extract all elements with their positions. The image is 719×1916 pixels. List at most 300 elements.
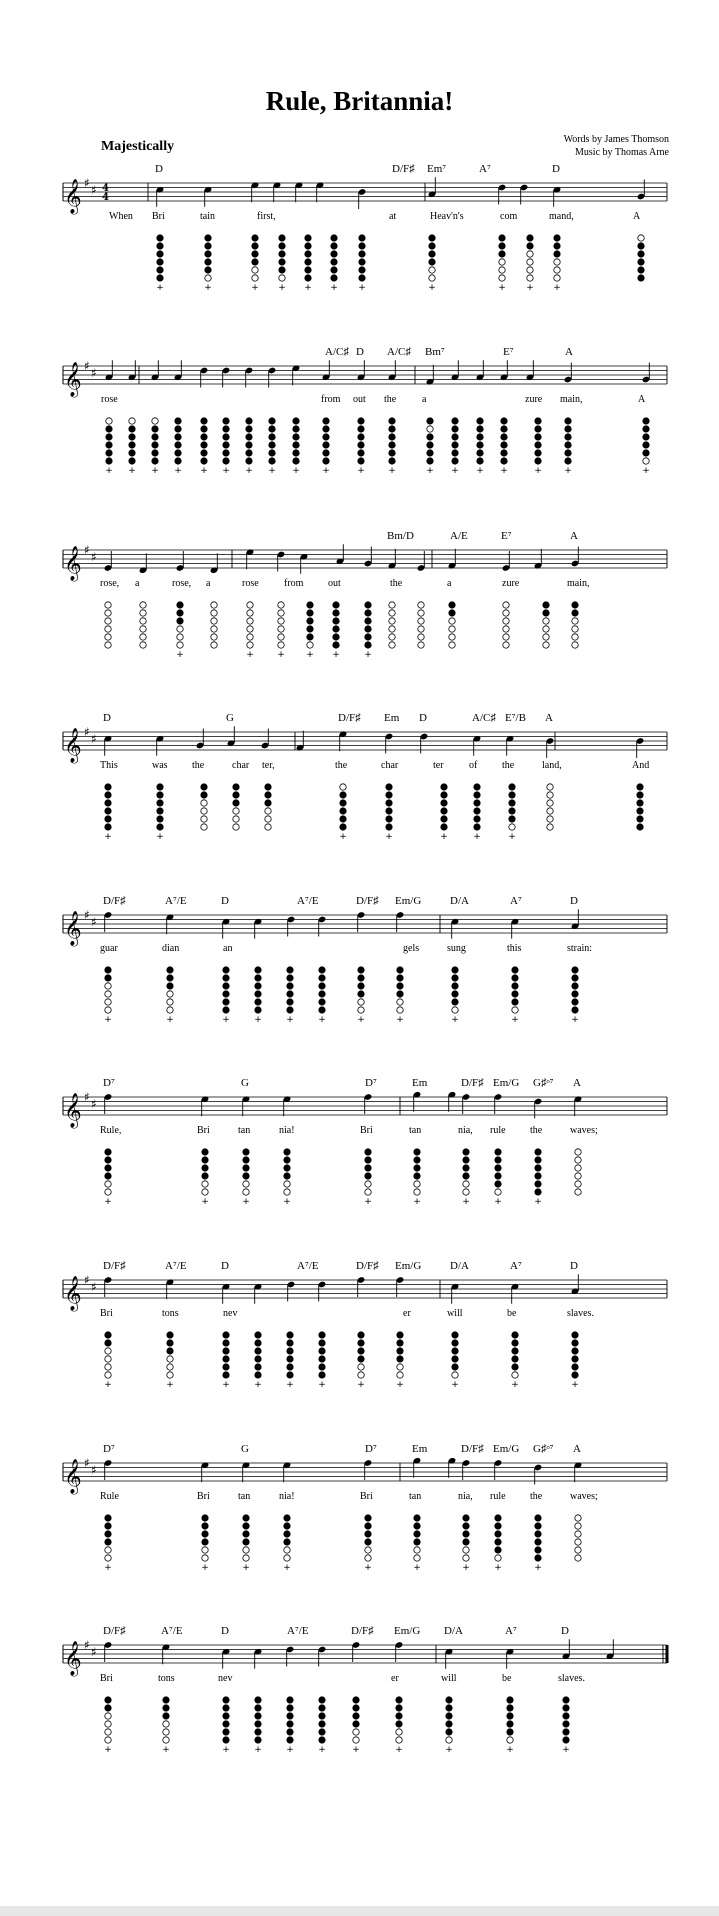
hole-closed — [441, 792, 447, 798]
hole-closed — [287, 1721, 293, 1727]
hole-open — [572, 626, 578, 632]
fingering-diagram — [254, 1697, 262, 1755]
hole-closed — [223, 442, 229, 448]
hole-closed — [255, 1737, 261, 1743]
hole-open — [503, 610, 509, 616]
chord-symbol: A — [573, 1443, 581, 1455]
hole-closed — [359, 235, 365, 241]
hole-closed — [452, 434, 458, 440]
fingering-diagram — [547, 784, 553, 830]
hole-open — [140, 602, 146, 608]
hole-closed — [397, 1340, 403, 1346]
hole-closed — [572, 602, 578, 608]
chord-symbol: A⁷/E — [297, 895, 319, 907]
overblow-mark: + — [473, 832, 481, 842]
music-system-4 — [0, 712, 719, 862]
hole-closed — [512, 1356, 518, 1362]
fingering-diagram — [638, 235, 644, 281]
hole-closed — [246, 450, 252, 456]
chord-symbol: G♯ᵒ⁷ — [533, 1443, 554, 1455]
hole-closed — [572, 967, 578, 973]
fingering-diagram — [357, 1332, 365, 1390]
fingering-diagram — [246, 602, 254, 660]
hole-closed — [305, 275, 311, 281]
hole-open — [389, 618, 395, 624]
hole-closed — [255, 1348, 261, 1354]
footer-band — [0, 1906, 719, 1916]
lyric-syllable: guar — [100, 943, 118, 954]
hole-closed — [463, 1165, 469, 1171]
hole-closed — [452, 983, 458, 989]
hole-open — [247, 610, 253, 616]
lyric-syllable: nev — [218, 1673, 233, 1684]
hole-closed — [202, 1515, 208, 1521]
lyric-syllable: will — [441, 1673, 457, 1684]
hole-closed — [535, 450, 541, 456]
fingering-diagram — [358, 235, 366, 293]
hole-closed — [535, 1165, 541, 1171]
hole-closed — [495, 1515, 501, 1521]
hole-open — [140, 634, 146, 640]
lyric-syllable: dian — [162, 943, 180, 954]
hole-closed — [446, 1705, 452, 1711]
hole-closed — [319, 1713, 325, 1719]
chord-symbol: A — [565, 346, 573, 358]
hole-closed — [333, 610, 339, 616]
hole-open — [427, 426, 433, 432]
fingering-diagram — [473, 784, 481, 842]
music-system-3 — [0, 530, 719, 680]
overblow-mark: + — [364, 1197, 372, 1207]
hole-open — [265, 824, 271, 830]
lyric-syllable: land, — [542, 760, 562, 771]
hole-closed — [201, 442, 207, 448]
hole-open — [105, 1372, 111, 1378]
overblow-mark: + — [357, 466, 365, 476]
hole-closed — [509, 800, 515, 806]
hole-open — [572, 634, 578, 640]
music-system-8 — [0, 1443, 719, 1593]
hole-closed — [223, 434, 229, 440]
fingering-diagram — [233, 784, 239, 830]
hole-open — [278, 634, 284, 640]
hole-closed — [535, 442, 541, 448]
lyric-syllable: the — [390, 578, 403, 589]
hole-closed — [386, 816, 392, 822]
hole-closed — [397, 975, 403, 981]
overblow-mark: + — [204, 283, 212, 293]
fingering-diagram — [286, 1697, 294, 1755]
hole-closed — [512, 999, 518, 1005]
hole-open — [446, 1737, 452, 1743]
overblow-mark: + — [500, 466, 508, 476]
hole-open — [233, 824, 239, 830]
overblow-mark: + — [364, 1563, 372, 1573]
hole-closed — [358, 1356, 364, 1362]
lyric-syllable: Bri — [197, 1125, 210, 1136]
fingering-diagram — [364, 1515, 372, 1573]
chord-symbol: A/C♯ — [325, 346, 349, 358]
hole-closed — [177, 618, 183, 624]
chord-symbol: A⁷ — [510, 895, 522, 907]
hole-closed — [572, 1332, 578, 1338]
staff-svg — [0, 1260, 719, 1410]
hole-open — [201, 800, 207, 806]
fingering-diagram — [418, 602, 424, 648]
fingering-diagram — [245, 418, 253, 476]
hole-closed — [499, 235, 505, 241]
hole-open — [509, 824, 515, 830]
hole-closed — [452, 458, 458, 464]
lyric-syllable: was — [152, 760, 168, 771]
chord-symbol: A⁷/E — [165, 895, 187, 907]
overblow-mark: + — [222, 466, 230, 476]
lyric-syllable: out — [328, 578, 341, 589]
chord-symbol: D⁷ — [103, 1443, 115, 1455]
key-sharp-c: ♯ — [91, 183, 97, 197]
hole-open — [243, 1547, 249, 1553]
hole-closed — [284, 1531, 290, 1537]
fingering-diagram — [156, 235, 164, 293]
hole-closed — [307, 602, 313, 608]
music-system-9 — [0, 1625, 719, 1775]
fingering-diagram — [534, 1515, 542, 1573]
hole-closed — [105, 975, 111, 981]
hole-closed — [452, 1348, 458, 1354]
hole-closed — [463, 1157, 469, 1163]
lyric-syllable: ter — [433, 760, 444, 771]
hole-closed — [287, 1713, 293, 1719]
hole-closed — [243, 1149, 249, 1155]
lyric-syllable: Rule, — [100, 1125, 122, 1136]
overblow-mark: + — [222, 1745, 230, 1755]
hole-closed — [358, 1340, 364, 1346]
hole-closed — [535, 1547, 541, 1553]
hole-open — [449, 634, 455, 640]
chord-symbol: A/C♯ — [387, 346, 411, 358]
overblow-mark: + — [364, 650, 372, 660]
hole-closed — [157, 259, 163, 265]
hole-open — [205, 275, 211, 281]
hole-closed — [331, 235, 337, 241]
hole-closed — [269, 458, 275, 464]
hole-closed — [129, 450, 135, 456]
chord-symbol: A⁷/E — [161, 1625, 183, 1637]
hole-closed — [637, 824, 643, 830]
hole-open — [105, 602, 111, 608]
hole-open — [105, 983, 111, 989]
hole-closed — [565, 426, 571, 432]
hole-open — [389, 634, 395, 640]
hole-closed — [223, 1705, 229, 1711]
key-sharp-c: ♯ — [91, 1097, 97, 1111]
overblow-mark: + — [318, 1380, 326, 1390]
chord-symbol: Em⁷ — [427, 163, 447, 175]
hole-open — [547, 824, 553, 830]
hole-closed — [512, 967, 518, 973]
fingering-diagram — [564, 418, 572, 476]
lyric-syllable: char — [232, 760, 250, 771]
lyric-syllable: er — [391, 1673, 399, 1684]
chord-symbol: Em/G — [394, 1625, 421, 1637]
hole-open — [547, 808, 553, 814]
hole-closed — [243, 1531, 249, 1537]
hole-closed — [105, 1332, 111, 1338]
hole-open — [365, 1555, 371, 1561]
hole-closed — [287, 1340, 293, 1346]
hole-closed — [319, 1705, 325, 1711]
hole-closed — [319, 983, 325, 989]
fingering-diagram — [201, 1515, 209, 1573]
hole-closed — [157, 784, 163, 790]
hole-closed — [255, 1372, 261, 1378]
hole-open — [163, 1721, 169, 1727]
chord-symbol: Em — [412, 1077, 428, 1089]
hole-closed — [167, 1332, 173, 1338]
overblow-mark: + — [277, 650, 285, 660]
hole-closed — [319, 1340, 325, 1346]
hole-closed — [284, 1173, 290, 1179]
hole-closed — [287, 1729, 293, 1735]
hole-closed — [643, 434, 649, 440]
hole-open — [527, 259, 533, 265]
fingering-diagram — [445, 1697, 453, 1755]
hole-closed — [265, 800, 271, 806]
hole-closed — [397, 983, 403, 989]
hole-closed — [358, 983, 364, 989]
hole-closed — [255, 1007, 261, 1013]
overblow-mark: + — [357, 1380, 365, 1390]
lyric-syllable: out — [353, 394, 366, 405]
lyric-syllable: be — [502, 1673, 512, 1684]
overblow-mark: + — [242, 1197, 250, 1207]
hole-open — [105, 610, 111, 616]
lyric-syllable: the — [384, 394, 397, 405]
overblow-mark: + — [162, 1745, 170, 1755]
hole-closed — [535, 458, 541, 464]
chord-symbol: D — [570, 895, 578, 907]
hole-closed — [255, 983, 261, 989]
key-sharp-c: ♯ — [91, 1280, 97, 1294]
hole-closed — [255, 967, 261, 973]
treble-clef: 𝄞 — [64, 1093, 82, 1128]
overblow-mark: + — [318, 1015, 326, 1025]
hole-closed — [452, 418, 458, 424]
hole-open — [547, 792, 553, 798]
key-sharp-f: ♯ — [84, 1456, 90, 1470]
hole-open — [396, 1729, 402, 1735]
fingering-diagram — [503, 602, 509, 648]
chord-symbol: Em/G — [395, 895, 422, 907]
overblow-mark: + — [104, 832, 112, 842]
fingering-diagram — [201, 784, 207, 830]
fingering-diagram — [254, 1332, 262, 1390]
overblow-mark: + — [498, 283, 506, 293]
fingering-diagram — [176, 602, 184, 660]
hole-closed — [105, 784, 111, 790]
hole-closed — [284, 1165, 290, 1171]
hole-closed — [527, 235, 533, 241]
hole-closed — [535, 1157, 541, 1163]
overblow-mark: + — [251, 283, 259, 293]
hole-closed — [535, 1523, 541, 1529]
chord-symbol: A — [573, 1077, 581, 1089]
hole-closed — [223, 450, 229, 456]
hole-closed — [535, 418, 541, 424]
overblow-mark: + — [201, 1563, 209, 1573]
lyric-syllable: nia, — [458, 1125, 473, 1136]
fingering-diagram — [104, 1332, 112, 1390]
hole-closed — [323, 450, 329, 456]
overblow-mark: + — [506, 1745, 514, 1755]
hole-closed — [223, 1340, 229, 1346]
hole-open — [575, 1515, 581, 1521]
hole-closed — [202, 1531, 208, 1537]
hole-closed — [397, 967, 403, 973]
hole-closed — [389, 450, 395, 456]
chord-symbol: Em — [384, 712, 400, 724]
hole-closed — [563, 1729, 569, 1735]
hole-open — [167, 1356, 173, 1362]
hole-closed — [105, 1705, 111, 1711]
hole-open — [572, 618, 578, 624]
lyric-syllable: tons — [162, 1308, 179, 1319]
overblow-mark: + — [278, 283, 286, 293]
hole-closed — [157, 808, 163, 814]
hole-open — [105, 1364, 111, 1370]
fingering-diagram — [494, 1149, 502, 1207]
hole-open — [643, 458, 649, 464]
overblow-mark: + — [104, 1563, 112, 1573]
hole-closed — [333, 602, 339, 608]
hole-closed — [358, 1332, 364, 1338]
hole-closed — [284, 1157, 290, 1163]
lyric-syllable: mand, — [549, 211, 574, 222]
hole-closed — [233, 792, 239, 798]
lyric-syllable: And — [632, 760, 650, 771]
overblow-mark: + — [451, 1380, 459, 1390]
hole-open — [499, 267, 505, 273]
key-sharp-f: ♯ — [84, 908, 90, 922]
overblow-mark: + — [451, 1015, 459, 1025]
hole-open — [503, 602, 509, 608]
hole-closed — [565, 450, 571, 456]
overblow-mark: + — [564, 466, 572, 476]
hole-closed — [565, 458, 571, 464]
chord-symbol: Bm⁷ — [425, 346, 445, 358]
hole-closed — [452, 1364, 458, 1370]
overblow-mark: + — [511, 1380, 519, 1390]
hole-open — [389, 642, 395, 648]
hole-closed — [477, 458, 483, 464]
hole-closed — [223, 999, 229, 1005]
hole-closed — [246, 418, 252, 424]
fingering-diagram — [211, 602, 217, 648]
hole-closed — [265, 784, 271, 790]
hole-closed — [202, 1149, 208, 1155]
hole-closed — [279, 251, 285, 257]
fingering-diagram — [462, 1515, 470, 1573]
fingering-diagram — [506, 1697, 514, 1755]
hole-closed — [331, 275, 337, 281]
hole-closed — [323, 434, 329, 440]
hole-closed — [565, 442, 571, 448]
overblow-mark: + — [246, 650, 254, 660]
hole-open — [418, 610, 424, 616]
chord-symbol: G♯ᵒ⁷ — [533, 1077, 554, 1089]
overblow-mark: + — [176, 650, 184, 660]
hole-closed — [284, 1523, 290, 1529]
hole-open — [211, 626, 217, 632]
overblow-mark: + — [322, 466, 330, 476]
hole-open — [554, 259, 560, 265]
chord-symbol: D — [419, 712, 427, 724]
hole-open — [211, 618, 217, 624]
hole-closed — [509, 784, 515, 790]
hole-closed — [331, 259, 337, 265]
page-title: Rule, Britannia! — [265, 86, 454, 116]
hole-closed — [463, 1149, 469, 1155]
hole-closed — [202, 1539, 208, 1545]
hole-closed — [223, 1356, 229, 1362]
hole-closed — [637, 808, 643, 814]
fingering-diagram — [318, 1332, 326, 1390]
hole-closed — [365, 642, 371, 648]
overblow-mark: + — [357, 1015, 365, 1025]
hole-open — [284, 1181, 290, 1187]
chord-symbol: Bm/D — [387, 530, 414, 542]
hole-closed — [452, 999, 458, 1005]
hole-open — [543, 642, 549, 648]
hole-closed — [638, 251, 644, 257]
lyric-syllable: a — [447, 578, 452, 589]
hole-closed — [495, 1157, 501, 1163]
treble-clef: 𝄞 — [64, 179, 82, 214]
hole-closed — [157, 243, 163, 249]
key-sharp-c: ♯ — [91, 366, 97, 380]
hole-open — [177, 626, 183, 632]
hole-closed — [205, 243, 211, 249]
overblow-mark: + — [571, 1380, 579, 1390]
overblow-mark: + — [104, 1745, 112, 1755]
hole-open — [163, 1737, 169, 1743]
hole-closed — [572, 1348, 578, 1354]
overblow-mark: + — [200, 466, 208, 476]
lyric-syllable: tan — [238, 1125, 251, 1136]
hole-closed — [358, 426, 364, 432]
lyric-syllable: nia! — [279, 1125, 295, 1136]
lyric-syllable: A — [638, 394, 646, 405]
hole-closed — [495, 1165, 501, 1171]
hole-closed — [105, 1340, 111, 1346]
hole-closed — [106, 434, 112, 440]
hole-closed — [463, 1539, 469, 1545]
hole-open — [449, 626, 455, 632]
hole-closed — [106, 450, 112, 456]
hole-closed — [331, 267, 337, 273]
fingering-diagram — [642, 418, 650, 476]
lyric-syllable: from — [284, 578, 304, 589]
fingering-diagram — [385, 784, 393, 842]
hole-closed — [389, 426, 395, 432]
hole-closed — [477, 434, 483, 440]
hole-closed — [163, 1697, 169, 1703]
hole-open — [397, 1007, 403, 1013]
chord-symbol: A⁷ — [505, 1625, 517, 1637]
fingering-diagram — [428, 235, 436, 293]
hole-closed — [495, 1149, 501, 1155]
overblow-mark: + — [254, 1745, 262, 1755]
